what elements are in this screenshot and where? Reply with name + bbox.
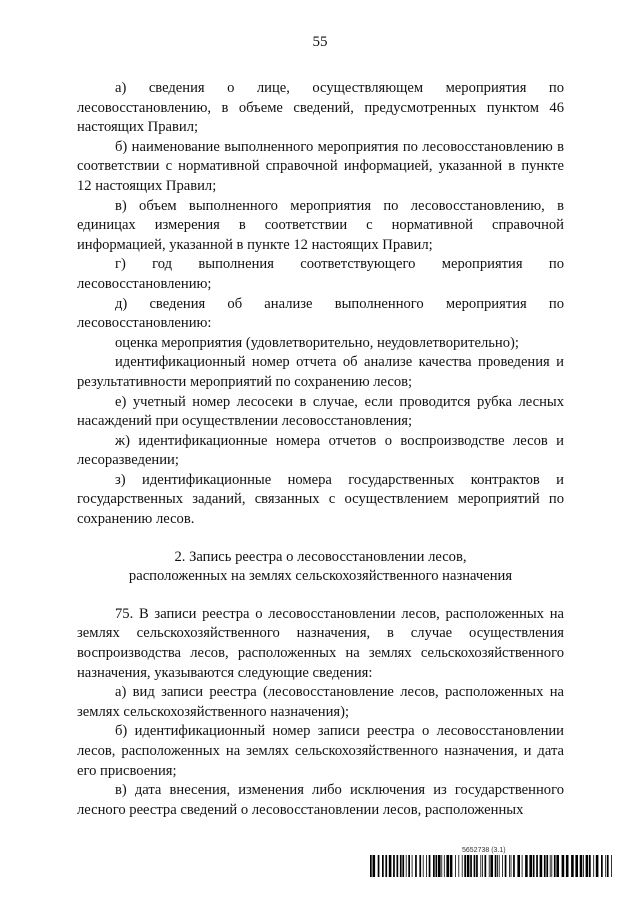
barcode-bar: [499, 855, 500, 877]
barcode-bar: [406, 855, 407, 877]
barcode-bar: [419, 855, 421, 877]
barcode-bar: [593, 855, 594, 877]
paragraph-e: е) учетный номер лесосеки в случае, если проводится рубка лесных насаждений при осуществлении лесовосстановления;: [77, 393, 564, 430]
barcode-bar: [382, 855, 384, 877]
barcode-bar: [571, 855, 574, 877]
barcode-bar: [373, 855, 376, 877]
barcode-bar: [513, 855, 515, 877]
section-heading-line-1: 2. Запись реестра о лесовосстановлении лесов,: [174, 548, 467, 565]
barcode-bar: [489, 855, 490, 877]
barcode-bar: [429, 855, 431, 877]
barcode-bar: [505, 855, 507, 877]
paragraph-z: з) идентификационные номера государственных контрактов и государственных заданий, связанных с осуществлением мероприятий по сохранению лесов.: [77, 471, 564, 528]
barcode-bar: [426, 855, 427, 877]
barcode-bar: [474, 855, 476, 877]
barcode-bar: [412, 855, 413, 877]
barcode-bar: [583, 855, 584, 877]
section-heading: [77, 548, 564, 587]
barcode-bar: [546, 855, 548, 877]
paragraph-g: г) год выполнения соответствующего мероприятия по лесовосстановлению;: [77, 256, 564, 292]
barcode-bar: [575, 855, 578, 877]
barcode-bar: [441, 855, 442, 877]
paragraph-d-assessment: оценка мероприятия (удовлетворительно, неудовлетворительно);: [115, 334, 519, 351]
document-body: [77, 79, 564, 820]
barcode-bar: [476, 855, 478, 877]
barcode-bar: [455, 855, 456, 877]
barcode-bar: [370, 855, 372, 877]
barcode-image: [370, 855, 612, 877]
paragraph-75-b: б) идентификационный номер записи реестра о лесовосстановлении лесов, расположенных на землях сельскохозяйственного назначения, и дата его присвоения;: [77, 723, 564, 779]
barcode-bar: [611, 855, 612, 877]
barcode-bar: [589, 855, 591, 877]
barcode-bar: [495, 855, 497, 877]
barcode-bar: [446, 855, 449, 877]
barcode-bar: [490, 855, 493, 877]
paragraph-d: д) сведения об анализе выполненного мероприятия по лесовосстановлению:: [77, 295, 564, 332]
barcode-bar: [502, 855, 503, 877]
barcode-bar: [436, 855, 438, 877]
barcode-bar: [580, 855, 583, 877]
barcode-bar: [470, 855, 472, 877]
barcode-bar: [438, 855, 441, 877]
barcode-bar: [450, 855, 453, 877]
barcode-bar: [540, 855, 543, 877]
paragraph-zh: ж) идентификационные номера отчетов о воспроизводстве лесов и лесоразведении;: [77, 432, 564, 469]
barcode-bar: [525, 855, 528, 877]
paragraph-a: а) сведения о лице, осуществляющем мероприятия по лесовосстановлению, в объеме сведений, предусмотренных пунктом 46 настоящих Правил;: [77, 80, 564, 136]
barcode-bar: [605, 855, 606, 877]
paragraph-75: 75. В записи реестра о лесовосстановлении лесов, расположенных на землях сельскохозяйственного назначения, в случае осуществления воспроизводства лесов, расположенных на землях сельскохозяйственного назначения, указываются следующие сведения:: [77, 605, 564, 681]
barcode-bar: [533, 855, 535, 877]
barcode-bar: [467, 855, 470, 877]
barcode-bar: [566, 855, 569, 877]
barcode-bar: [378, 855, 380, 877]
barcode-bar: [522, 855, 523, 877]
barcode-bar: [444, 855, 445, 877]
barcode-bar: [385, 855, 387, 877]
barcode-bar: [393, 855, 395, 877]
barcode-bar: [562, 855, 565, 877]
paragraph-75-v: в) дата внесения, изменения либо исключения из государственного лесного реестра сведений о лесовосстановлении лесов, расположенных: [77, 782, 564, 818]
barcode-bar: [408, 855, 410, 877]
paragraph-d-report-id: идентификационный номер отчета об анализе качества проведения и результативности мероприятий по сохранению лесов;: [77, 354, 564, 390]
barcode-bar: [556, 855, 559, 877]
barcode-bar: [400, 855, 402, 877]
barcode-bar: [423, 855, 424, 877]
barcode-bar: [550, 855, 551, 877]
barcode-bar: [464, 855, 466, 877]
page-number: 55: [312, 34, 328, 50]
paragraph-b: б) наименование выполненного мероприятия по лесовосстановлению в соответствии с нормативной справочной информацией, указанной в пункте 12 настоящих Правил;: [77, 138, 564, 194]
barcode-code: 5652738 (3.1): [462, 847, 506, 854]
barcode-bar: [458, 855, 459, 877]
barcode-bar: [551, 855, 552, 877]
paragraph-75-a: а) вид записи реестра (лесовосстановление лесов, расположенных на землях сельскохозяйственного назначения);: [77, 684, 564, 720]
barcode-bar: [511, 855, 512, 877]
barcode-bar: [536, 855, 538, 877]
section-heading-line-2: расположенных на землях сельскохозяйственного назначения: [128, 568, 513, 585]
barcode-bar: [607, 855, 609, 877]
barcode-bar: [397, 855, 399, 877]
barcode-bar: [497, 855, 498, 877]
barcode-bar: [482, 855, 483, 877]
barcode-bar: [485, 855, 487, 877]
barcode-bar: [389, 855, 392, 877]
barcode-bar: [433, 855, 435, 877]
paragraph-v: в) объем выполненного мероприятия по лесовосстановлению, в единицах измерения в соответствии с нормативной справочной информацией, указанной в пункте 12 настоящих Правил;: [77, 197, 564, 253]
barcode-bar: [480, 855, 481, 877]
barcode-bar: [529, 855, 532, 877]
barcode-bar: [415, 855, 417, 877]
barcode-bar: [402, 855, 404, 877]
barcode-block: [370, 846, 612, 877]
barcode-bar: [517, 855, 520, 877]
barcode-bar: [601, 855, 603, 877]
barcode-bar: [544, 855, 546, 877]
barcode-bar: [554, 855, 556, 877]
barcode-bar: [509, 855, 510, 877]
barcode-bar: [596, 855, 599, 877]
barcode-bar: [586, 855, 589, 877]
barcode-bar: [462, 855, 463, 877]
